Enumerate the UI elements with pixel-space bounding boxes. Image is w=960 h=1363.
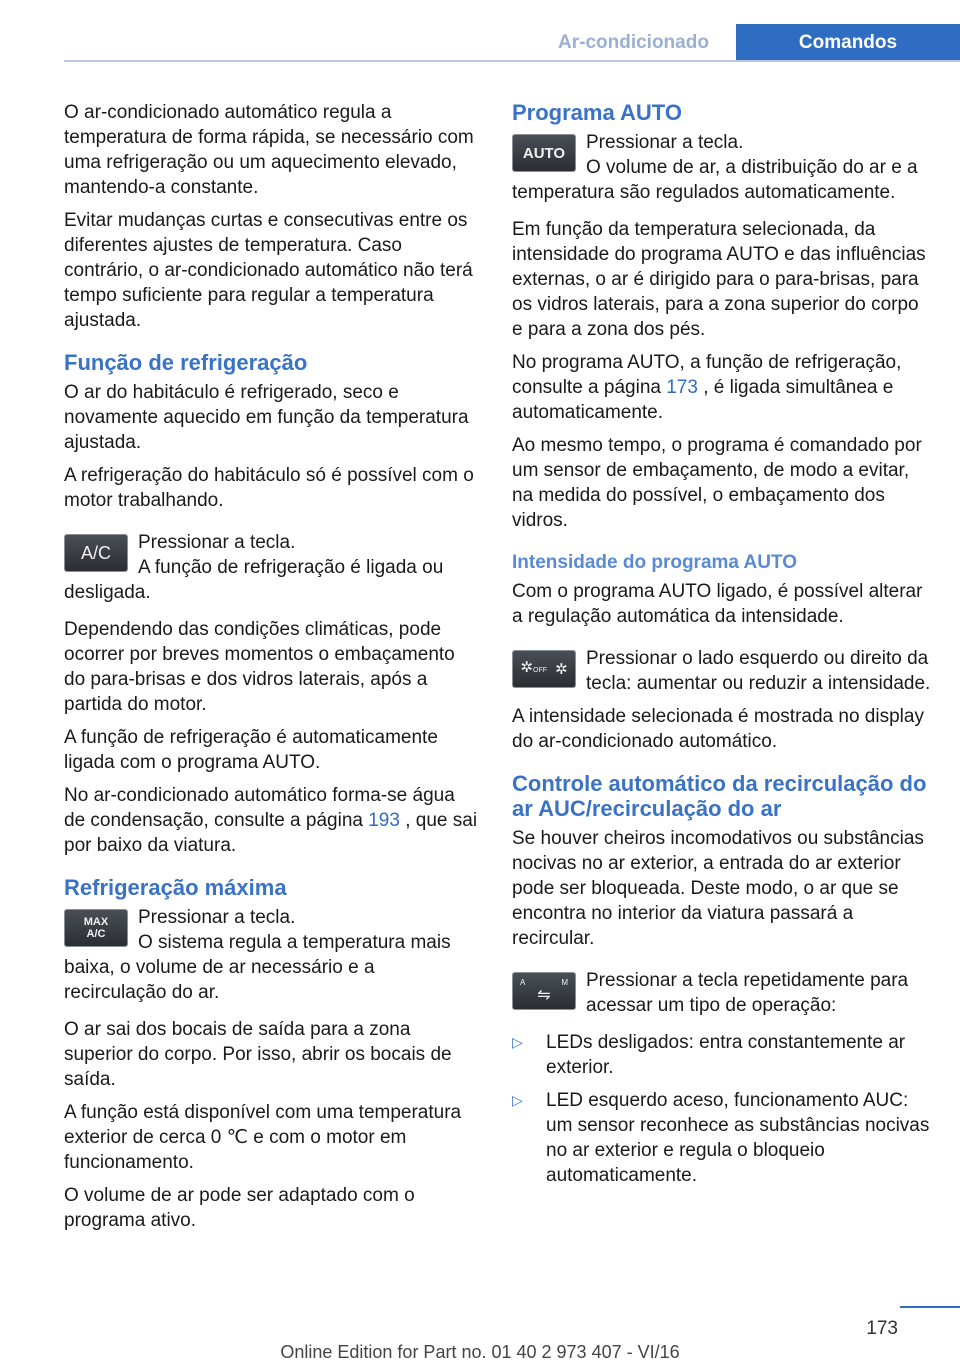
- paragraph: No ar-condicionado automático forma-se água de condensação, consulte a página 193 , que sai por baixo da viatura.: [64, 785, 478, 856]
- instruction-text: Pressionar o lado esquerdo ou direito da tecla: aumentar ou reduzir a intensidade.: [586, 648, 931, 694]
- fan-small-icon: ✲OFF: [520, 659, 547, 676]
- instruction-desc: A função de refrigeração é ligada ou desligada.: [64, 557, 444, 603]
- fan-large-icon: ✲: [555, 660, 568, 678]
- header-rule: [64, 60, 960, 62]
- instruction-text: Pressionar a tecla repetidamente para acessar um tipo de operação:: [586, 970, 909, 1016]
- bullet-triangle-icon: ▷: [512, 1092, 523, 1108]
- section-title-auc: Controle automático da recirculação do ar AUC/recirculação do ar: [512, 771, 927, 821]
- left-column: [64, 100, 480, 1241]
- paragraph: Dependendo das condições climáticas, pode ocorrer por breves momentos o embaçamento do para-brisas e dos vidros laterais, após a partida do motor.: [64, 619, 455, 715]
- footer-rule: [900, 1306, 960, 1308]
- paragraph: O ar do habitáculo é refrigerado, seco e novamente aquecido em função da temperatura ajustada.: [64, 382, 469, 453]
- button-instruction: [512, 968, 932, 1018]
- paragraph: O ar sai dos bocais de saída para a zona superior do corpo. Por isso, abrir os bocais de saída.: [64, 1019, 452, 1090]
- edition-footer: Online Edition for Part no. 01 40 2 973 407 - VI/16: [280, 1342, 680, 1362]
- paragraph: Se houver cheiros incomodativos ou substâncias nocivas no ar exterior, a entrada do ar exterior pode ser bloqueada. Deste modo, o ar que se encontra no interior da viatura passará a recircular.: [512, 828, 924, 949]
- list-item: ▷ LED esquerdo aceso, funcionamento AUC: um sensor reconhece as substâncias nocivas no ar exterior e regula o bloqueio automaticamente.: [512, 1090, 930, 1186]
- instruction-text: Pressionar a tecla.: [586, 132, 744, 153]
- button-instruction: [512, 646, 932, 696]
- header-section-title: Ar-condicionado: [558, 32, 709, 53]
- auto-button-icon: AUTO: [512, 134, 576, 172]
- paragraph: Com o programa AUTO ligado, é possível alterar a regulação automática da intensidade.: [512, 581, 923, 627]
- list-item: ▷ LEDs desligados: entra constantemente ar exterior.: [512, 1032, 906, 1078]
- instruction-desc: O sistema regula a temperatura mais baixa, o volume de ar necessário e a recirculação do ar.: [64, 932, 451, 1003]
- paragraph: No programa AUTO, a função de refrigeração, consulte a página 173 , é ligada simultânea e automaticamente.: [512, 352, 902, 423]
- bullet-triangle-icon: ▷: [512, 1034, 523, 1050]
- paragraph: Em função da temperatura selecionada, da intensidade do programa AUTO e das influências externas, o ar é dirigido para o para-brisas, para os vidros laterais, para a zona superior do corpo e para a zona dos pés.: [512, 219, 926, 340]
- paragraph: A intensidade selecionada é mostrada no display do ar-condicionado automático.: [512, 706, 924, 752]
- max-ac-button-icon: MAX A/C: [64, 909, 128, 947]
- instruction-text: Pressionar a tecla.: [138, 907, 296, 928]
- button-instruction: [64, 905, 480, 1005]
- page-link[interactable]: 193: [368, 810, 400, 831]
- ac-button-icon: A/C: [64, 534, 128, 572]
- section-title-cooling: Função de refrigeração: [64, 350, 308, 375]
- operation-list: [512, 1030, 932, 1188]
- paragraph: Ao mesmo tempo, o programa é comandado por um sensor de embaçamento, de modo a evitar, na medida do possível, o embaçamento dos vidros.: [512, 435, 922, 531]
- paragraph: A refrigeração do habitáculo só é possível com o motor trabalhando.: [64, 465, 474, 511]
- right-column: [512, 100, 932, 1196]
- recirculation-button-icon: A M ⇋: [512, 972, 576, 1010]
- page-link[interactable]: 173: [666, 377, 698, 398]
- fan-intensity-button-icon: [512, 650, 576, 688]
- button-instruction: [512, 130, 932, 205]
- instruction-desc: O volume de ar, a distribuição do ar e a temperatura são regulados automaticamente.: [512, 157, 918, 203]
- paragraph: A função está disponível com uma temperatura exterior de cerca 0 ℃ e com o motor em funcionamento.: [64, 1102, 462, 1173]
- intro-paragraph: Evitar mudanças curtas e consecutivas entre os diferentes ajustes de temperatura. Caso contrário, o ar-condicionado automático não terá tempo suficiente para regular a temperatura ajustada.: [64, 210, 473, 331]
- paragraph: A função de refrigeração é automaticamente ligada com o programa AUTO.: [64, 727, 438, 773]
- section-title-auto: Programa AUTO: [512, 100, 682, 125]
- paragraph: O volume de ar pode ser adaptado com o programa ativo.: [64, 1185, 415, 1231]
- instruction-text: Pressionar a tecla.: [138, 532, 296, 553]
- intro-paragraph: O ar-condicionado automático regula a temperatura de forma rápida, se necessário com uma refrigeração ou um aquecimento elevado, mantendo-a constante.: [64, 102, 474, 198]
- subsection-title-intensity: Intensidade do programa AUTO: [512, 552, 798, 573]
- page-number: 173: [866, 1318, 898, 1339]
- section-title-max-cooling: Refrigeração máxima: [64, 875, 287, 900]
- car-air-icon: ⇋: [537, 986, 551, 1004]
- button-instruction: [64, 530, 480, 605]
- header-chapter-tab: Comandos: [736, 24, 960, 62]
